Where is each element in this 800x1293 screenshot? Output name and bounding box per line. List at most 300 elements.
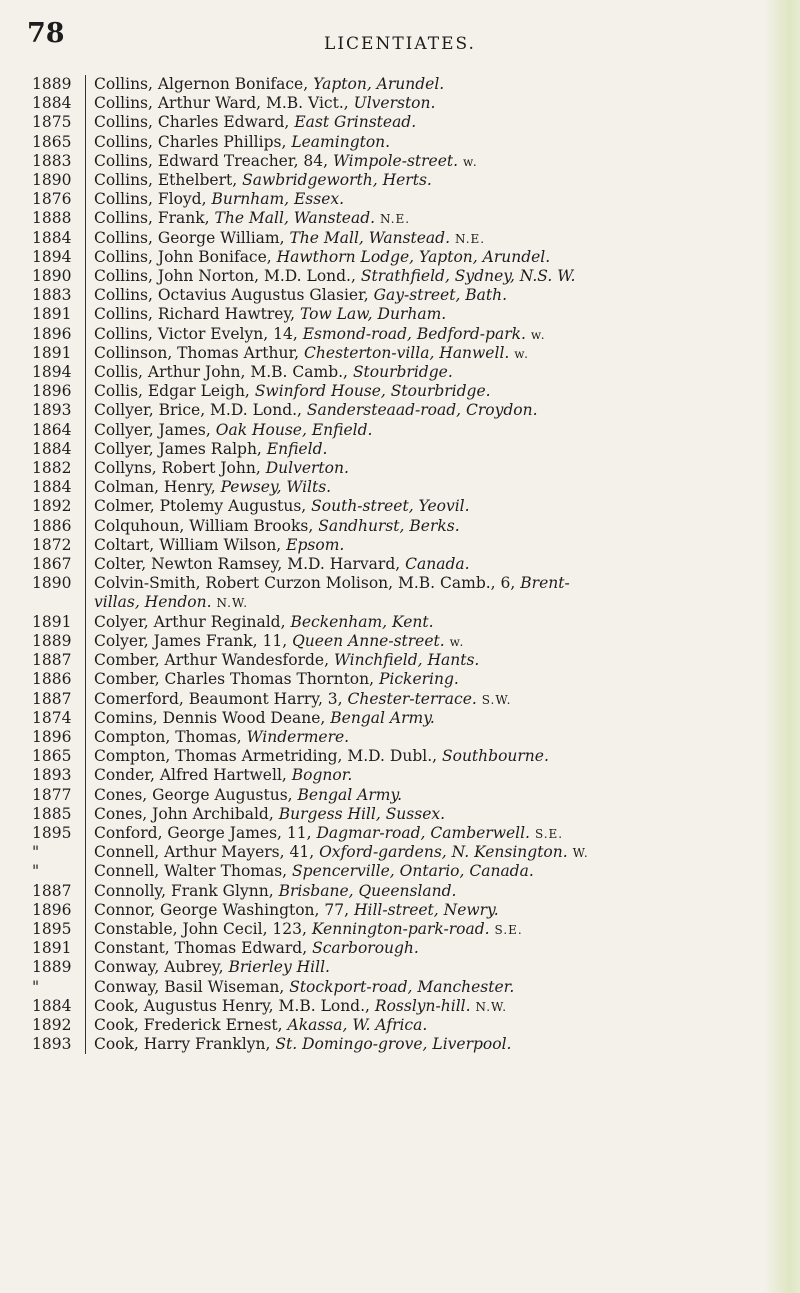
list-item [32,709,792,728]
entry-year: 1886 [32,516,72,535]
list-item [32,152,792,171]
column-rule [85,824,86,843]
entry-year: 1890 [32,267,72,286]
column-rule [85,920,86,939]
entry-text [94,229,792,248]
entry-name: Collyer, James, [94,420,211,439]
entry-name: Colyer, James Frank, 11, [94,631,288,650]
entry-text [94,728,792,747]
entry-text [94,920,792,939]
entry-name: Constable, John Cecil, 123, [94,919,307,938]
entry-name: Cones, George Augustus, [94,785,293,804]
entry-address: Swinford House, Stourbridge. [254,382,491,401]
entry-name: Comber, Arthur Wandesforde, [94,651,330,670]
column-rule [85,190,86,209]
entry-text [94,670,792,689]
entry-name: Colvin-Smith, Robert Curzon Molison, M.B. Camb., 6, [94,574,516,593]
entry-year: 1889 [32,631,72,650]
entry-address: Bengal Army. [297,785,403,804]
list-item [32,113,792,132]
entry-text [94,440,792,459]
entry-text [94,882,792,901]
entry-year: 1872 [32,535,72,554]
entry-text [94,747,792,766]
entry-year: 1883 [32,286,72,305]
column-rule [85,651,86,670]
entry-address: Winchfield, Hants. [333,651,480,670]
entry-name: Constant, Thomas Edward, [94,939,308,958]
entry-text [94,901,792,920]
entry-year: 1893 [32,401,72,420]
entry-name: Compton, Thomas Armetriding, M.D. Dubl., [94,747,438,766]
entry-name: Colter, Newton Ramsey, M.D. Harvard, [94,555,401,574]
column-rule [85,747,86,766]
entry-name: Collins, Frank, [94,209,210,228]
column-rule [85,229,86,248]
entry-year: 1885 [32,804,72,823]
entry-year: 1896 [32,727,72,746]
entry-name: Collyer, Brice, M.D. Lond., [94,401,302,420]
entry-text [94,1035,792,1054]
entry-name: Collins, John Norton, M.D. Lond., [94,267,356,286]
entry-address: Wimpole-street. [333,151,459,170]
entry-name: Coltart, William Wilson, [94,535,282,554]
entry-text [94,824,792,843]
entry-district: N.E. [380,212,411,227]
entry-name: Cook, Frederick Ernest, [94,1015,283,1034]
entry-year: 1889 [32,958,72,977]
column-rule [85,632,86,651]
entry-text [94,593,792,612]
list-item [32,690,792,709]
list-item [32,593,792,612]
entry-year: 1882 [32,459,72,478]
list-item [32,1035,792,1054]
column-rule [85,709,86,728]
entry-address: Sandhurst, Berks. [318,516,460,535]
entry-year: " [32,843,40,862]
list-item [32,267,792,286]
list-item [32,939,792,958]
entry-text [94,459,792,478]
entry-address: Esmond-road, Bedford-park. [302,324,526,343]
entry-address: Kennington-park-road. [311,919,490,938]
entry-district: w. [530,327,546,342]
entry-name: Collins, Ethelbert, [94,171,238,190]
entry-address: Brierley Hill. [228,958,330,977]
entry-text [94,190,792,209]
entry-text [94,978,792,997]
column-rule [85,882,86,901]
column-rule [85,517,86,536]
entry-name: Collyer, James Ralph, [94,439,262,458]
column-rule [85,901,86,920]
entry-name: Collins, Arthur Ward, M.B. Vict., [94,94,349,113]
list-item [32,517,792,536]
entry-text [94,94,792,113]
list-item [32,574,792,593]
list-item [32,171,792,190]
column-rule [85,152,86,171]
column-rule [85,978,86,997]
column-rule [85,593,86,612]
column-rule [85,958,86,977]
entry-name: Collis, Arthur John, M.B. Camb., [94,363,348,382]
entry-address: Beckenham, Kent. [290,612,434,631]
entry-text [94,421,792,440]
entry-text [94,555,792,574]
entry-text [94,766,792,785]
list-item [32,613,792,632]
entry-address: Enfield. [266,439,328,458]
entry-year: 1891 [32,939,72,958]
entry-name: Cook, Augustus Henry, M.B. Lond., [94,996,370,1015]
entry-text [94,286,792,305]
list-item [32,325,792,344]
list-item [32,209,792,228]
entry-district: S.E. [534,826,564,841]
column-rule [85,843,86,862]
entry-name: Connell, Walter Thomas, [94,862,288,881]
column-rule [85,325,86,344]
list-item [32,75,792,94]
entry-name: Connor, George Washington, 77, [94,900,350,919]
entry-address: Gay-street, Bath. [373,286,508,305]
entry-year: 1890 [32,171,72,190]
list-item [32,805,792,824]
entry-year: 1884 [32,439,72,458]
entry-address: Oxford-gardens, N. Kensington. [319,843,568,862]
entry-address: Chester-terrace. [347,689,477,708]
entry-year: 1887 [32,881,72,900]
list-item [32,997,792,1016]
entry-name: Collins, Charles Edward, [94,113,290,132]
entry-year: 1887 [32,689,72,708]
list-item [32,536,792,555]
entry-address: The Mall, Wanstead. [289,228,451,247]
column-rule [85,344,86,363]
entry-address: Yapton, Arundel. [313,75,445,93]
list-item [32,958,792,977]
entry-address: The Mall, Wanstead. [214,209,376,228]
list-item [32,786,792,805]
entry-name: Colyer, Arthur Reginald, [94,612,286,631]
entry-district: w. [514,346,529,361]
entry-year: 1888 [32,209,72,228]
entry-year: 1865 [32,747,72,766]
running-head: LICENTIATES. [324,34,476,54]
column-rule [85,94,86,113]
entry-name: Colquhoun, William Brooks, [94,516,314,535]
entry-address: Pewsey, Wilts. [220,478,332,497]
entry-text [94,344,792,363]
list-item [32,1016,792,1035]
column-rule [85,555,86,574]
entry-text [94,690,792,709]
column-rule [85,939,86,958]
entry-year: " [32,977,40,996]
entry-year: 1874 [32,708,72,727]
entry-address: St. Domingo-grove, Liverpool. [275,1035,512,1054]
entry-year: 1892 [32,1015,72,1034]
entry-text [94,613,792,632]
entry-name: Connolly, Frank Glynn, [94,881,274,900]
entry-year: 1893 [32,766,72,785]
list-item [32,747,792,766]
entry-district: W. [572,846,589,861]
entry-name: Conder, Alfred Hartwell, [94,766,287,785]
list-item [32,843,792,862]
entry-year: 1890 [32,574,72,593]
column-rule [85,459,86,478]
entry-text [94,862,792,881]
entry-address: Dulverton. [265,459,349,478]
list-item [32,133,792,152]
entry-name: Collins, Richard Hawtrey, [94,305,296,324]
entry-name: Conford, George James, 11, [94,823,312,842]
entry-year: " [32,862,40,881]
entry-district: w. [462,154,478,169]
entry-text [94,1016,792,1035]
entry-year: 1894 [32,247,72,266]
entry-year: 1867 [32,555,72,574]
entry-address: Sandersteaad-road, Croydon. [306,401,538,420]
entry-address: villas, Hendon. [94,593,212,612]
list-item [32,421,792,440]
list-item [32,305,792,324]
entry-name: Connell, Arthur Mayers, 41, [94,843,315,862]
entry-address: Ulverston. [353,94,436,113]
entry-name: Collins, George William, [94,228,285,247]
entry-text [94,536,792,555]
entry-text [94,305,792,324]
entry-address: Akassa, W. Africa. [287,1015,428,1034]
entry-text [94,267,792,286]
column-rule [85,421,86,440]
entry-text [94,786,792,805]
column-rule [85,728,86,747]
entry-district: N.W. [216,596,249,611]
entry-year: 1896 [32,324,72,343]
list-item [32,478,792,497]
entry-address: Queen Anne-street. [292,631,445,650]
entry-address: South-street, Yeovil. [311,497,470,516]
column-rule [85,363,86,382]
entry-year: 1886 [32,670,72,689]
entry-year: 1876 [32,190,72,209]
page-number: 78 [27,18,65,49]
entry-address: Brent- [520,574,570,593]
list-item [32,882,792,901]
entry-name: Collins, Algernon Boniface, [94,75,309,93]
entry-name: Collins, Victor Evelyn, 14, [94,324,298,343]
entry-year: 1891 [32,612,72,631]
entry-text [94,843,792,862]
entry-text [94,248,792,267]
column-rule [85,670,86,689]
entry-address: Spencerville, Ontario, Canada. [292,862,534,881]
entry-text [94,478,792,497]
list-item [32,978,792,997]
list-item [32,766,792,785]
entry-address: Pickering. [378,670,459,689]
column-rule [85,805,86,824]
entry-text [94,939,792,958]
entry-name: Compton, Thomas, [94,727,242,746]
entry-text [94,133,792,152]
column-rule [85,536,86,555]
column-rule [85,382,86,401]
entry-name: Cones, John Archibald, [94,804,274,823]
entry-address: Chesterton-villa, Hanwell. [304,343,510,362]
column-rule [85,862,86,881]
entry-text [94,75,792,94]
column-rule [85,766,86,785]
entry-year: 1884 [32,94,72,113]
entry-text [94,209,792,228]
entry-name: Collins, Floyd, [94,190,207,209]
entry-text [94,632,792,651]
entry-district: S.E. [494,922,523,937]
entry-address: Strathfield, Sydney, N.S. W. [360,267,576,286]
entry-name: Comerford, Beaumont Harry, 3, [94,689,343,708]
entry-district: N.W. [475,999,508,1014]
entry-year: 1896 [32,382,72,401]
entry-name: Collis, Edgar Leigh, [94,382,250,401]
entry-name: Collyns, Robert John, [94,459,261,478]
list-item [32,459,792,478]
column-rule [85,209,86,228]
entry-name: Collins, Octavius Augustus Glasier, [94,286,369,305]
column-rule [85,286,86,305]
entry-address: Tow Law, Durham. [300,305,447,324]
list-item [32,401,792,420]
entry-text [94,171,792,190]
entry-year: 1896 [32,900,72,919]
entry-address: Bognor. [291,766,353,785]
entry-name: Conway, Basil Wiseman, [94,977,285,996]
entry-text [94,401,792,420]
column-rule [85,574,86,593]
column-rule [85,440,86,459]
entry-text [94,325,792,344]
entry-text [94,574,792,593]
list-item [32,632,792,651]
entry-text [94,709,792,728]
entry-year: 1884 [32,228,72,247]
entry-address: Canada. [405,555,470,574]
entry-name: Collins, John Boniface, [94,247,272,266]
entry-address: Hawthorn Lodge, Yapton, Arundel. [276,247,551,266]
entry-address: Burgess Hill, Sussex. [278,804,446,823]
entry-address: Bengal Army. [330,708,435,727]
list-item [32,651,792,670]
column-rule [85,113,86,132]
list-item [32,824,792,843]
column-rule [85,497,86,516]
entry-text [94,382,792,401]
register-list [32,75,792,1054]
entry-name: Colman, Henry, [94,478,216,497]
entry-address: Brisbane, Queensland. [278,881,457,900]
entry-year: 1895 [32,823,72,842]
entry-address: Hill-street, Newry. [353,900,499,919]
entry-name: Comber, Charles Thomas Thornton, [94,670,375,689]
list-item [32,555,792,574]
entry-address: Stockport-road, Manchester. [289,977,515,996]
list-item [32,363,792,382]
entry-address: Stourbridge. [352,363,453,382]
entry-year: 1864 [32,420,72,439]
entry-address: Burnham, Essex. [211,190,345,209]
entry-text [94,805,792,824]
entry-year: 1884 [32,996,72,1015]
entry-address: Sawbridgeworth, Herts. [242,171,432,190]
entry-text [94,497,792,516]
list-item [32,344,792,363]
entry-text [94,651,792,670]
list-item [32,920,792,939]
column-rule [85,133,86,152]
column-rule [85,248,86,267]
entry-text [94,152,792,171]
entry-name: Collins, Edward Treacher, 84, [94,151,329,170]
entry-year: 1895 [32,919,72,938]
entry-name: Cook, Harry Franklyn, [94,1035,271,1054]
list-item [32,728,792,747]
column-rule [85,997,86,1016]
entry-name: Comins, Dennis Wood Deane, [94,708,326,727]
entry-year: 1887 [32,651,72,670]
entry-text [94,113,792,132]
entry-address: Rosslyn-hill. [374,996,471,1015]
entry-year: 1889 [32,75,72,93]
column-rule [85,1035,86,1054]
list-item [32,497,792,516]
entry-address: Dagmar-road, Camberwell. [316,823,530,842]
list-item [32,382,792,401]
list-item [32,440,792,459]
entry-address: East Grinstead. [294,113,417,132]
entry-year: 1891 [32,343,72,362]
entry-address: Oak House, Enfield. [215,420,373,439]
entry-year: 1893 [32,1035,72,1054]
page-header [0,18,800,58]
column-rule [85,75,86,94]
entry-year: 1884 [32,478,72,497]
list-item [32,94,792,113]
entry-name: Conway, Aubrey, [94,958,224,977]
list-item [32,248,792,267]
entry-address: Scarborough. [312,939,419,958]
column-rule [85,305,86,324]
list-item [32,862,792,881]
column-rule [85,401,86,420]
column-rule [85,690,86,709]
entry-district: S.W. [481,692,512,707]
entry-address: Leamington. [291,132,391,151]
column-rule [85,171,86,190]
entry-year: 1883 [32,151,72,170]
entry-year: 1892 [32,497,72,516]
list-item [32,901,792,920]
column-rule [85,267,86,286]
entry-year: 1894 [32,363,72,382]
entry-text [94,517,792,536]
entry-address: Windermere. [246,727,350,746]
list-item [32,229,792,248]
entry-district: N.E. [454,231,486,246]
